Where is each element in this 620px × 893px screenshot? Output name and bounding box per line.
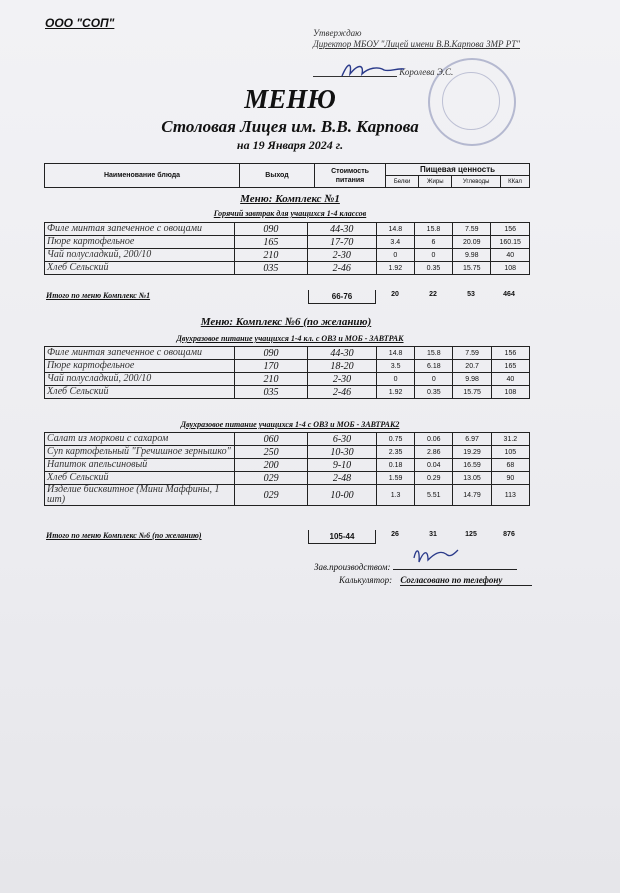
production-label: Зав.производством: xyxy=(314,562,391,572)
dish-carbs: 20.7 xyxy=(453,360,491,373)
dish-carbs: 14.79 xyxy=(453,485,491,506)
dish-carbs: 15.75 xyxy=(453,386,491,399)
dish-protein: 0 xyxy=(376,249,414,262)
approved-label: Утверждаю xyxy=(313,28,362,38)
dish-price: 2-48 xyxy=(308,472,377,485)
dish-protein: 14.8 xyxy=(376,223,414,236)
dish-output: 035 xyxy=(234,262,307,275)
dish-carbs: 20.09 xyxy=(453,236,491,249)
dish-carbs: 19.29 xyxy=(453,446,491,459)
dish-name: Хлеб Сельский xyxy=(45,472,235,485)
menu-date: на 19 Января 2024 г. xyxy=(236,138,344,152)
dish-price: 10-30 xyxy=(308,446,377,459)
dish-carbs: 7.59 xyxy=(453,347,491,360)
dish-name: Изделие бисквитное (Мини Маффины, 1 шт) xyxy=(45,485,235,506)
header-cost-line1: Стоимость xyxy=(331,167,369,175)
dish-output: 029 xyxy=(235,472,308,485)
dish-output: 035 xyxy=(235,386,308,399)
complex6-group2: Двухразовое питание учащихся 1-4 с ОВЗ и МОБ - ЗАВТРАК2 xyxy=(180,420,400,429)
header-cost xyxy=(315,164,386,188)
dish-output: 090 xyxy=(235,347,308,360)
signer-name: Королева Э.С. xyxy=(399,67,454,77)
dish-name: Филе минтая запеченное с овощами xyxy=(45,347,235,360)
total-kcal: 876 xyxy=(503,531,515,538)
dish-price: 2-46 xyxy=(308,386,377,399)
dish-price: 10-00 xyxy=(308,485,377,506)
dish-kcal: 113 xyxy=(491,485,529,506)
dish-name: Салат из моркови с сахаром xyxy=(45,433,235,446)
dish-protein: 0 xyxy=(377,373,415,386)
complex1-group: Горячий завтрак для учащихся 1-4 классов xyxy=(213,209,367,218)
canteen-name: Столовая Лицея им. В.В. Карпова xyxy=(161,117,419,136)
calculator-row xyxy=(339,575,532,586)
total-carbs: 125 xyxy=(465,531,477,538)
dish-protein: 14.8 xyxy=(377,347,415,360)
header-fat: Жиры xyxy=(419,176,452,188)
production-signature xyxy=(410,544,462,568)
dish-carbs: 9.98 xyxy=(453,249,491,262)
director-title: Директор МБОУ "Лицей имени В.В.Карпова ЗМР РТ" xyxy=(313,39,520,49)
complex6-group1: Двухразовое питание учащихся 1-4 кл. с ОВЗ и МОБ - ЗАВТРАК xyxy=(176,334,404,343)
dish-price: 2-30 xyxy=(308,373,377,386)
table-row xyxy=(45,373,530,386)
dish-fat: 15.8 xyxy=(414,223,452,236)
dish-output: 029 xyxy=(235,485,308,506)
dish-price: 44-30 xyxy=(307,223,376,236)
calculator-label: Калькулятор: xyxy=(339,575,393,585)
dish-kcal: 90 xyxy=(491,472,529,485)
header-carbs: Углеводы xyxy=(452,176,501,188)
total-fat: 22 xyxy=(429,291,437,298)
complex6-breakfast-table xyxy=(44,346,530,399)
table-row xyxy=(45,472,530,485)
approval-block xyxy=(313,28,543,50)
dish-output: 170 xyxy=(235,360,308,373)
table-row xyxy=(45,249,530,262)
dish-output: 210 xyxy=(234,249,307,262)
complex1-total-row xyxy=(44,290,530,303)
dish-carbs: 13.05 xyxy=(453,472,491,485)
table-row xyxy=(45,386,530,399)
dish-protein: 1.3 xyxy=(376,485,414,506)
dish-output: 200 xyxy=(235,459,308,472)
dish-kcal: 40 xyxy=(491,373,529,386)
dish-output: 210 xyxy=(235,373,308,386)
dish-kcal: 105 xyxy=(491,446,529,459)
dish-fat: 6 xyxy=(414,236,452,249)
table-row xyxy=(45,347,530,360)
total-protein: 26 xyxy=(391,531,399,538)
dish-kcal: 156 xyxy=(491,347,529,360)
dish-name: Хлеб Сельский xyxy=(45,262,235,275)
dish-price: 44-30 xyxy=(308,347,377,360)
total-protein: 20 xyxy=(391,291,399,298)
dish-fat: 0.35 xyxy=(414,262,452,275)
director-signature xyxy=(338,60,408,82)
dish-output: 165 xyxy=(234,236,307,249)
header-nutrition: Пищевая ценность xyxy=(386,164,530,176)
dish-fat: 2.86 xyxy=(415,446,453,459)
dish-name: Суп картофельный "Гречишное зернышко" xyxy=(45,446,235,459)
dish-fat: 6.18 xyxy=(415,360,453,373)
complex1-table xyxy=(44,222,530,275)
total-price: 66-76 xyxy=(308,290,376,304)
table-row xyxy=(45,236,530,249)
dish-price: 9-10 xyxy=(308,459,377,472)
dish-price: 6-30 xyxy=(308,433,377,446)
dish-name: Филе минтая запеченное с овощами xyxy=(45,223,235,236)
dish-name: Пюре картофельное xyxy=(45,236,235,249)
dish-carbs: 15.75 xyxy=(453,262,491,275)
dish-fat: 0 xyxy=(414,249,452,262)
complex6-title: Меню: Комплекс №6 (по желанию) xyxy=(200,316,372,328)
page-title: МЕНЮ xyxy=(244,84,336,114)
dish-fat: 15.8 xyxy=(415,347,453,360)
header-protein: Белки xyxy=(386,176,419,188)
organization-name: ООО "СОП" xyxy=(45,16,115,30)
dish-protein: 0.75 xyxy=(376,433,414,446)
total-price: 105-44 xyxy=(308,530,376,544)
header-dish-name: Наименование блюда xyxy=(45,164,240,188)
dish-protein: 3.5 xyxy=(377,360,415,373)
dish-kcal: 108 xyxy=(491,386,529,399)
dish-protein: 1.59 xyxy=(376,472,414,485)
dish-protein: 0.18 xyxy=(376,459,414,472)
dish-protein: 1.92 xyxy=(376,262,414,275)
dish-name: Чай полусладкий, 200/10 xyxy=(45,373,235,386)
complex6-breakfast2-table xyxy=(44,432,530,506)
header-output: Выход xyxy=(240,164,315,188)
dish-fat: 5.51 xyxy=(415,485,453,506)
dish-carbs: 6.97 xyxy=(453,433,491,446)
dish-protein: 3.4 xyxy=(376,236,414,249)
total-kcal: 464 xyxy=(503,291,515,298)
dish-fat: 0.35 xyxy=(415,386,453,399)
dish-name: Хлеб Сельский xyxy=(45,386,235,399)
dish-fat: 0 xyxy=(415,373,453,386)
dish-name: Чай полусладкий, 200/10 xyxy=(45,249,235,262)
dish-fat: 0.04 xyxy=(415,459,453,472)
dish-kcal: 40 xyxy=(491,249,530,262)
dish-fat: 0.06 xyxy=(415,433,453,446)
dish-price: 17-70 xyxy=(307,236,376,249)
complex6-total-row xyxy=(44,530,530,543)
dish-carbs: 9.98 xyxy=(453,373,491,386)
dish-price: 2-30 xyxy=(307,249,376,262)
dish-kcal: 68 xyxy=(491,459,529,472)
table-row xyxy=(45,446,530,459)
dish-carbs: 7.59 xyxy=(453,223,491,236)
table-row xyxy=(45,223,530,236)
table-row xyxy=(45,262,530,275)
total-label: Итого по меню Комплекс №6 (по желанию) xyxy=(46,531,202,540)
table-row xyxy=(45,433,530,446)
header-kcal: ККал xyxy=(500,176,529,188)
total-label: Итого по меню Комплекс №1 xyxy=(46,291,151,300)
table-row xyxy=(45,485,530,506)
dish-output: 090 xyxy=(234,223,307,236)
dish-protein: 2.35 xyxy=(376,446,414,459)
dish-name: Напиток апельсиновый xyxy=(45,459,235,472)
dish-output: 250 xyxy=(235,446,308,459)
header-cost-line2: питания xyxy=(335,176,365,184)
complex1-title: Меню: Комплекс №1 xyxy=(240,193,340,205)
dish-output: 060 xyxy=(235,433,308,446)
table-row xyxy=(45,360,530,373)
dish-carbs: 16.59 xyxy=(453,459,491,472)
dish-price: 18-20 xyxy=(308,360,377,373)
table-row xyxy=(45,459,530,472)
calculator-value: Согласовано по телефону xyxy=(400,575,532,586)
dish-price: 2-46 xyxy=(307,262,376,275)
dish-protein: 1.92 xyxy=(377,386,415,399)
menu-header-table xyxy=(44,163,530,188)
dish-fat: 0.29 xyxy=(415,472,453,485)
dish-name: Пюре картофельное xyxy=(45,360,235,373)
total-carbs: 53 xyxy=(467,291,475,298)
total-fat: 31 xyxy=(429,531,437,538)
dish-kcal: 160.15 xyxy=(491,236,530,249)
dish-kcal: 108 xyxy=(491,262,530,275)
dish-kcal: 31.2 xyxy=(491,433,529,446)
dish-kcal: 165 xyxy=(491,360,529,373)
dish-kcal: 156 xyxy=(491,223,530,236)
